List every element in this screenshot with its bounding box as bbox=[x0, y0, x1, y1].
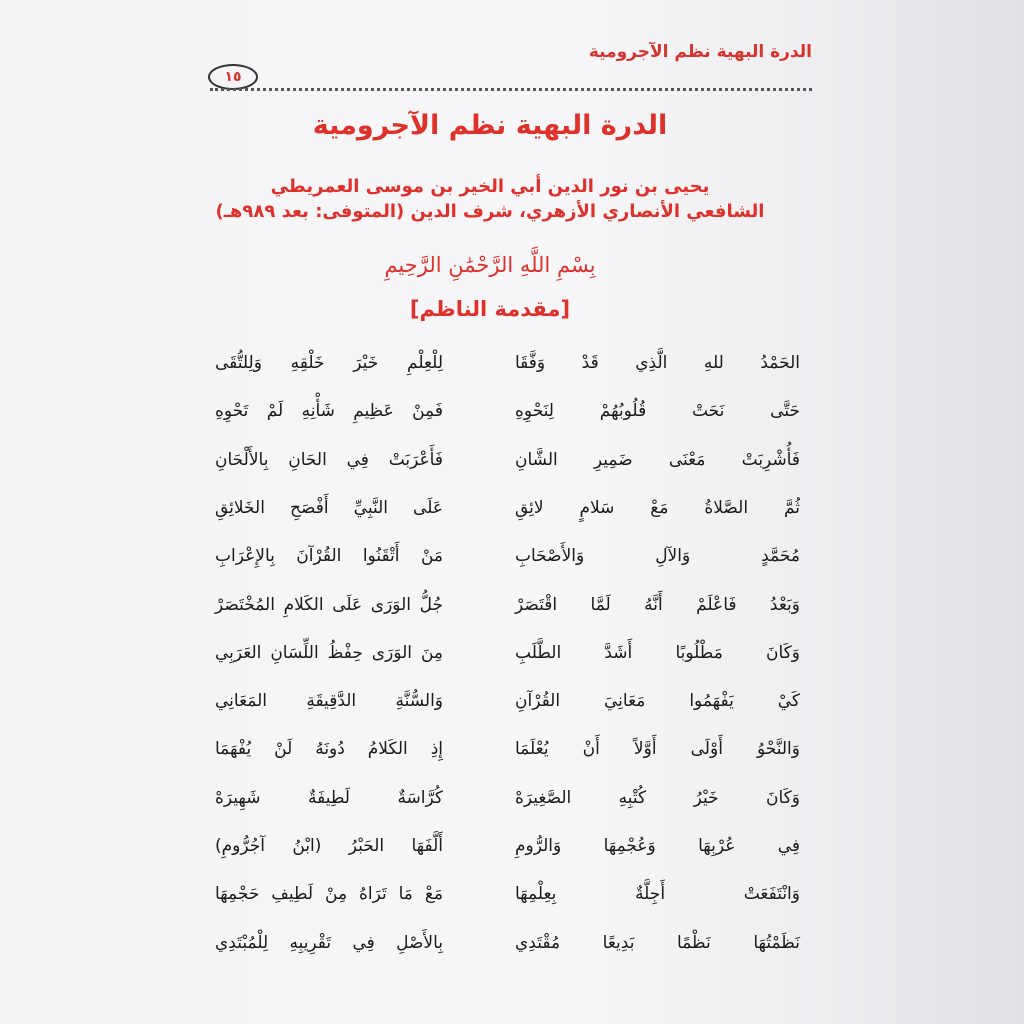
verse-second-hemistich bbox=[215, 445, 443, 475]
page-number-badge: ١٥ bbox=[208, 64, 258, 90]
verse-text: وَكَانَ مَطْلُوبًا أَشَدَّ الطَّلَبِ bbox=[515, 642, 800, 663]
verse-text: وَكَانَ خَيْرُ كُتْبِهِ الصَّغِيرَهْ bbox=[515, 787, 800, 808]
verse-second-hemistich bbox=[215, 783, 443, 813]
verse-second-hemistich bbox=[215, 493, 443, 523]
verse-second-hemistich bbox=[215, 734, 443, 764]
verse-text: ثُمَّ الصَّلاةُ مَعْ سَلامٍ لائِقِ bbox=[515, 497, 800, 518]
verse-text: مَعْ مَا تَرَاهُ مِنْ لَطِيفِ حَجْمِهَا bbox=[215, 884, 443, 905]
verse-first-hemistich bbox=[515, 831, 800, 861]
verse-first-hemistich bbox=[515, 928, 800, 958]
verse-first-hemistich bbox=[515, 396, 800, 426]
verse-text: وَالسُّنَّةِ الدَّقِيقَةِ المَعَانِي bbox=[215, 691, 443, 712]
verse-second-hemistich bbox=[215, 396, 443, 426]
verse-second-hemistich bbox=[215, 590, 443, 620]
verse-text: كُرَّاسَةٌ لَطِيفَةٌ شَهِيرَهْ bbox=[215, 787, 443, 808]
verse-text: إِذِ الكَلامُ دُونَهُ لَنْ يُفْهَمَا bbox=[215, 739, 443, 760]
verse-first-hemistich bbox=[515, 590, 800, 620]
verse-text: جُلُّ الوَرَى عَلَى الكَلامِ المُخْتَصَرْ bbox=[215, 594, 443, 615]
verse-text: الحَمْدُ للهِ الَّذِي قَدْ وَفَّقَا bbox=[515, 353, 800, 373]
verse-first-hemistich bbox=[515, 541, 800, 571]
verse-text: فَأُشْرِبَتْ مَعْنَى ضَمِيرِ الشَّانِ bbox=[515, 449, 800, 470]
verse-text: عَلَى النَّبِيِّ أَفْصَحِ الخَلائِقِ bbox=[215, 497, 443, 518]
verse-text: كَيْ يَفْهَمُوا مَعَانِيَ القُرْآنِ bbox=[515, 691, 800, 712]
verse-second-hemistich bbox=[215, 879, 443, 909]
page-title: الدرة البهية نظم الآجرومية bbox=[312, 110, 668, 141]
verse-text: فَأَعْرَبَتْ فِي الحَانِ بِالأَلْحَانِ bbox=[215, 449, 443, 470]
verse-text: فَمِنْ عَظِيمِ شَأْنِهِ لَمْ تَحْوِهِ bbox=[215, 401, 443, 422]
verse-text: فِي عُرْبِهَا وَعُجْمِهَا وَالرُّومِ bbox=[515, 836, 800, 856]
verse-first-hemistich bbox=[515, 445, 800, 475]
verse-text: وَبَعْدُ فَاعْلَمْ أَنَّهُ لَمَّا اقْتَصَرْ bbox=[515, 594, 800, 615]
verse-text: مِنَ الوَرَى حِفْظُ اللِّسَانِ العَرَبِي bbox=[215, 642, 443, 663]
verse-first-hemistich bbox=[515, 638, 800, 668]
verse-text: نَظَمْتُهَا نَظْمًا بَدِيعًا مُقْتَدِي bbox=[515, 932, 800, 953]
verse-first-hemistich bbox=[515, 879, 800, 909]
running-header: الدرة البهية نظم الآجرومية bbox=[588, 42, 812, 62]
verse-second-hemistich bbox=[215, 348, 443, 378]
author-line-2: الشافعي الأنصاري الأزهري، شرف الدين (المتوفى: بعد ٩٨٩هـ) bbox=[215, 201, 765, 222]
verse-first-hemistich bbox=[515, 783, 800, 813]
basmala: بِسْمِ اللَّهِ الرَّحْمَٰنِ الرَّحِيمِ bbox=[384, 253, 596, 277]
verse-second-hemistich bbox=[215, 928, 443, 958]
verse-first-hemistich bbox=[515, 734, 800, 764]
verse-text: وَانْتَفَعَتْ أَجِلَّةٌ بِعِلْمِهَا bbox=[515, 884, 800, 905]
author-line-1: يحيى بن نور الدين أبي الخير بن موسى العمريطي bbox=[270, 176, 710, 197]
verse-text: مَنْ أَتْقَنُوا القُرْآنَ بِالإِعْرَابِ bbox=[215, 546, 443, 567]
verse-first-hemistich bbox=[515, 686, 800, 716]
verse-second-hemistich bbox=[215, 686, 443, 716]
verse-second-hemistich bbox=[215, 831, 443, 861]
verse-text: مُحَمَّدٍ وَالآلِ وَالأَصْحَابِ bbox=[515, 546, 800, 567]
verse-text: حَتَّى نَحَتْ قُلُوبُهُمْ لِنَحْوِهِ bbox=[515, 401, 800, 422]
verse-text: لِلْعِلْمِ خَيْرَ خَلْقِهِ وَلِلتُّقَى bbox=[215, 353, 443, 373]
verse-text: وَالنَّحْوُ أَوْلَى أَوَّلاً أَنْ يُعْلَمَا bbox=[515, 739, 800, 760]
verse-text: بِالأَصْلِ فِي تَقْرِيبِهِ لِلْمُبْتَدِي bbox=[215, 932, 443, 953]
verse-text: أَلَّفَهَا الحَبْرُ (ابْنُ آجُرُّومِ) bbox=[215, 836, 443, 856]
verse-second-hemistich bbox=[215, 541, 443, 571]
verse-second-hemistich bbox=[215, 638, 443, 668]
verse-first-hemistich bbox=[515, 348, 800, 378]
dotted-divider bbox=[210, 88, 812, 91]
verse-first-hemistich bbox=[515, 493, 800, 523]
section-heading: [مقدمة الناظم] bbox=[409, 297, 571, 321]
